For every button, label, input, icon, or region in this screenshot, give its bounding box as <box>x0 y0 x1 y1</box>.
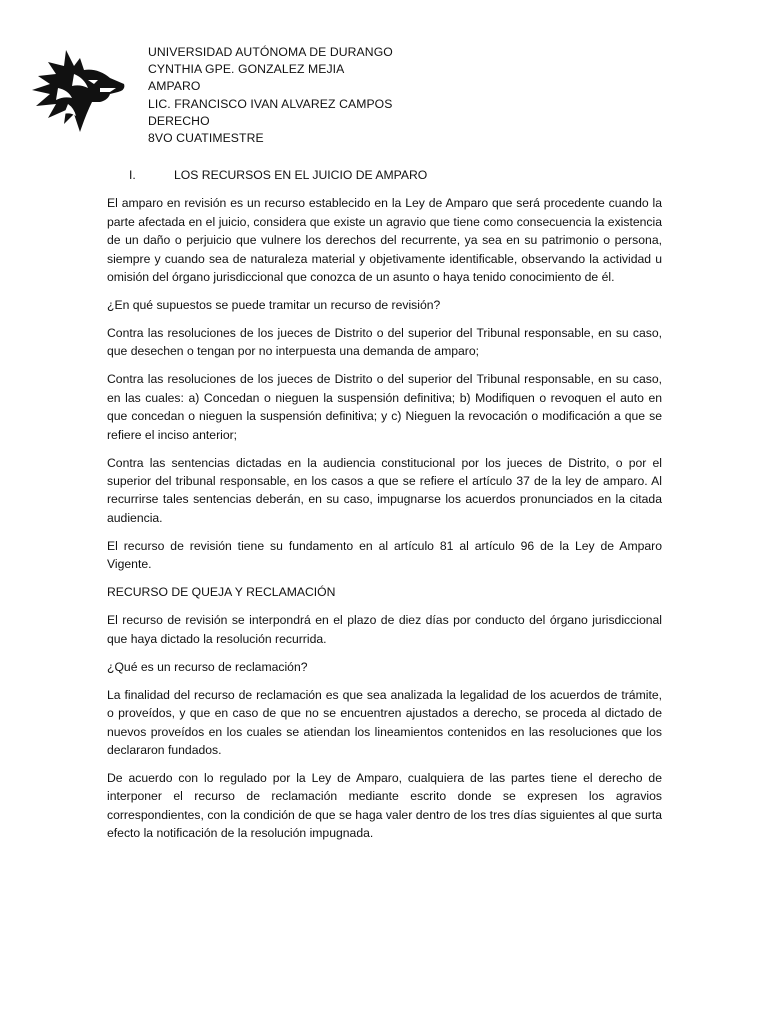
header-student: CYNTHIA GPE. GONZALEZ MEJIA <box>148 62 345 77</box>
section-heading <box>129 166 662 184</box>
header-subject: AMPARO <box>148 79 201 94</box>
section-number: I. <box>129 168 136 182</box>
question-heading: ¿En qué supuestos se puede tramitar un recurso de revisión? <box>107 298 441 313</box>
question-heading: ¿Qué es un recurso de reclamación? <box>107 659 308 674</box>
header-professor: LIC. FRANCISCO IVAN ALVAREZ CAMPOS <box>148 96 393 111</box>
section-title: LOS RECURSOS EN EL JUICIO DE AMPARO <box>174 168 428 182</box>
paragraph: Contra las resoluciones de los jueces de Distrito o del superior del Tribunal responsable, en su caso, en las cuales: a) Concedan o nieguen la suspensión definitiva; b) Modifiquen o revoquen el auto en que concedan o nieguen la suspensión definitiva; y c) Nieguen la revocación o modificación a que se refiere el inciso anterior; <box>107 372 662 442</box>
subsection-heading: RECURSO DE QUEJA Y RECLAMACIÓN <box>107 585 336 600</box>
document-body <box>107 166 662 852</box>
paragraph: El recurso de revisión se interpondrá en el plazo de diez días por conducto del órgano jurisdiccional que haya dictado la resolución recurrida. <box>107 613 662 646</box>
header-program: DERECHO <box>148 113 210 128</box>
paragraph: Contra las sentencias dictadas en la audiencia constitucional por los jueces de Distrito, o por el superior del tribunal responsable, en los casos a que se refiere el artículo 37 de la ley de amparo. Al recurrirse tales sentencias deberán, en su caso, impugnarse los acuerdos pronunciados en la citada audiencia. <box>107 455 662 525</box>
document-header <box>148 44 393 147</box>
paragraph: El recurso de revisión tiene su fundamento en al artículo 81 al artículo 96 de la Ley de Amparo Vigente. <box>107 538 662 572</box>
header-university: UNIVERSIDAD AUTÓNOMA DE DURANGO <box>148 45 393 59</box>
header-term: 8VO CUATIMESTRE <box>148 131 264 146</box>
paragraph: El amparo en revisión es un recurso establecido en la Ley de Amparo que será procedente cuando la parte afectada en el juicio, considera que existe un agravio que tiene como consecuencia la existencia de un daño o perjuicio que vulnere los derechos del recurrente, ya sea en su patrimonio o persona, siempre y cuando sea de naturaleza material y objetivamente identificable, observando la actividad u omisión del órgano jurisdiccional que conozca de un asunto o haya tenido conocimiento de él. <box>107 196 662 285</box>
paragraph: La finalidad del recurso de reclamación es que sea analizada la legalidad de los acuerdos de trámite, o proveídos, y que en caso de que no se encuentren ajustados a derecho, se proceda al dictado de nuevos proveídos en los cuales se atiendan los lineamientos contenidos en las resoluciones que los declararon fundados. <box>107 687 662 757</box>
paragraph: Contra las resoluciones de los jueces de Distrito o del superior del Tribunal responsable, en su caso, que desechen o tengan por no interpuesta una demanda de amparo; <box>107 326 662 359</box>
paragraph: De acuerdo con lo regulado por la Ley de Amparo, cualquiera de las partes tiene el derecho de interponer el recurso de reclamación mediante escrito donde se expresen los agravios correspondientes, con la condición de que se haga valer dentro de los tres días siguientes al que surta efecto la notificación de la resolución impugnada. <box>107 770 662 841</box>
wolf-head-icon <box>28 44 128 136</box>
